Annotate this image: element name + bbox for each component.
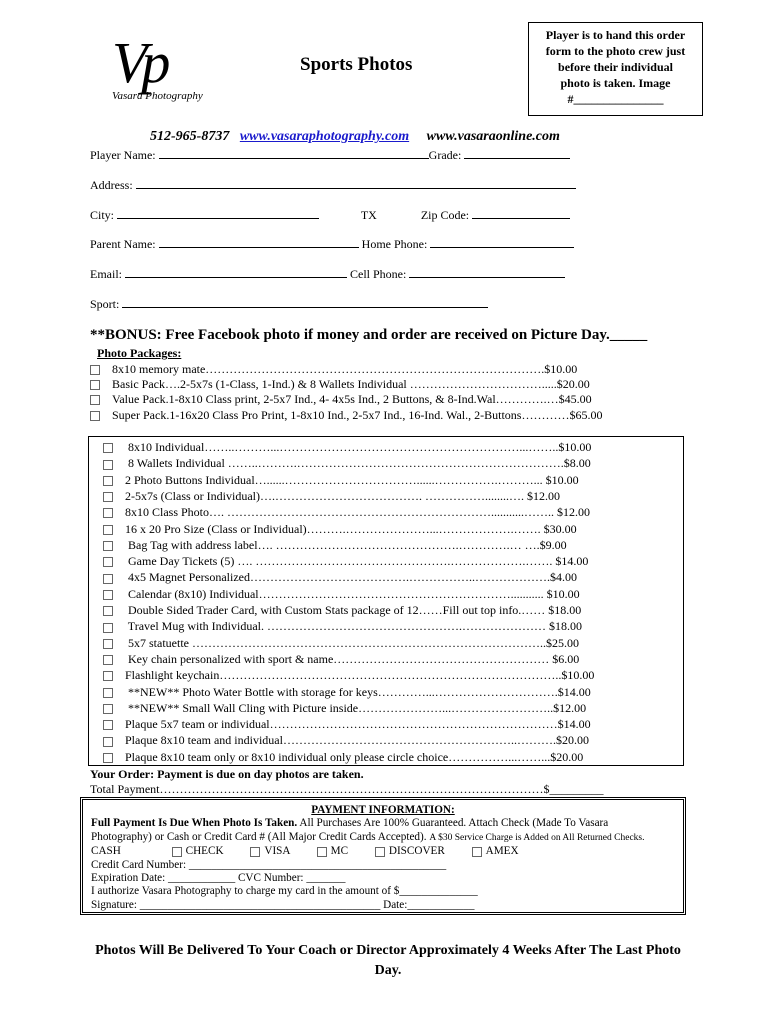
order-item-label: Key chain personalized with sport & name……………………………………………… $6.00 <box>125 651 580 666</box>
phone-number: 512-965-8737 <box>150 129 230 144</box>
payment-terms-2 <box>91 831 675 845</box>
cell-phone-label: Cell Phone: <box>350 267 407 281</box>
checkbox-icon[interactable] <box>103 753 113 763</box>
sport-field[interactable] <box>122 296 488 308</box>
email-field[interactable] <box>125 266 347 278</box>
city-field[interactable] <box>117 207 319 219</box>
notice-line: form to the photo crew just <box>545 44 686 58</box>
package-option[interactable] <box>90 362 577 377</box>
player-name-row <box>90 147 570 163</box>
order-item-row[interactable] <box>103 603 581 618</box>
checkbox-icon[interactable] <box>103 574 113 584</box>
checkbox-icon[interactable] <box>103 525 113 535</box>
package-label: Basic Pack….2-5x7s (1-Class, 1-Ind.) & 8 Wallets Individual …………………………….....$20.00 <box>112 377 590 391</box>
home-phone-field[interactable] <box>430 236 574 248</box>
payment-guarantee-text: All Purchases Are 100% Guaranteed. Attach Check (Made To Vasara <box>299 817 609 830</box>
checkbox-icon[interactable] <box>103 541 113 551</box>
image-number-field[interactable]: #_______________ <box>567 92 664 106</box>
notice-line: before their individual <box>558 60 673 74</box>
parent-name-field[interactable] <box>159 236 359 248</box>
checkbox-icon[interactable] <box>103 639 113 649</box>
order-item-label: Flashlight keychain…………………………………………………………………………..$10.00 <box>125 668 595 683</box>
check-checkbox[interactable] <box>172 847 182 857</box>
checkbox-icon[interactable] <box>103 492 113 502</box>
vasara-logo <box>112 30 222 114</box>
payment-methods <box>91 845 675 858</box>
page-title: Sports Photos <box>300 54 413 75</box>
authorize-field[interactable]: I authorize Vasara Photography to charge my card in the amount of $______________ <box>91 885 478 898</box>
order-item-row[interactable] <box>103 668 594 683</box>
order-item-label: Calendar (8x10) Individual………………………………………………………........... $10.00 <box>125 586 580 601</box>
address-row <box>90 177 576 193</box>
packages-heading: Photo Packages: <box>97 346 182 360</box>
order-item-row[interactable] <box>103 619 582 634</box>
order-item-row[interactable] <box>103 587 580 602</box>
city-label: City: <box>90 208 115 222</box>
address-field[interactable] <box>136 177 576 189</box>
grade-field[interactable] <box>464 147 570 159</box>
checkbox-icon[interactable] <box>90 411 100 421</box>
checkbox-icon[interactable] <box>90 365 100 375</box>
package-label: Super Pack.1-16x20 Class Pro Print, 1-8x10 Ind., 2-5x7 Ind., 16-Ind. Wal., 2-Buttons…………$65.00 <box>112 408 603 422</box>
order-item-row[interactable] <box>103 652 579 667</box>
order-item-label: 8x10 Individual……..………...……………………………………………………...……..$10.00 <box>125 440 592 454</box>
order-item-label: **NEW** Photo Water Bottle with storage for keys…………...………………………….$14.00 <box>125 684 591 699</box>
checkbox-icon[interactable] <box>103 606 113 616</box>
order-item-label: Travel Mug with Individual. ………………………………………….………………… $18.00 <box>125 619 583 634</box>
logo-mark: Vp <box>112 30 165 95</box>
order-item-label: 2-5x7s (Class or Individual)….………………………………. ……………........…. $12.00 <box>125 488 560 503</box>
sport-row <box>90 296 488 312</box>
package-option[interactable] <box>90 408 602 423</box>
amex-checkbox[interactable] <box>472 847 482 857</box>
order-item-row[interactable] <box>103 440 591 455</box>
zip-label: Zip Code: <box>420 208 470 222</box>
notice-box <box>528 22 703 116</box>
order-item-row[interactable] <box>103 750 583 765</box>
order-item-row[interactable] <box>103 489 560 504</box>
state-text: TX <box>360 208 377 222</box>
items-list <box>88 436 684 766</box>
service-charge-text: A $30 Service Charge is Added on All Returned Checks. <box>429 832 645 843</box>
checkbox-icon[interactable] <box>103 720 113 730</box>
payment-method-text: Photography) or Cash or Credit Card # (All Major Credit Cards Accepted). <box>91 830 427 843</box>
payment-heading: PAYMENT INFORMATION: <box>311 804 455 816</box>
checkbox-icon[interactable] <box>103 623 113 633</box>
checkbox-icon[interactable] <box>103 557 113 567</box>
order-item-row[interactable] <box>103 538 567 553</box>
order-item-label: 8 Wallets Individual ……..……….………………………………………………………….$8.00 <box>125 456 591 471</box>
delivery-footer: Photos Will Be Delivered To Your Coach or Director Approximately 4 Weeks After The Last Photo Day. <box>95 943 681 978</box>
email-label: Email: <box>90 267 122 281</box>
order-item-label: Bag Tag with address label…. ……………………………………….………….… ….$9.00 <box>125 537 567 552</box>
checkbox-icon[interactable] <box>103 508 113 518</box>
email-row <box>90 266 565 282</box>
checkbox-icon[interactable] <box>103 460 113 470</box>
method-discover: DISCOVER <box>388 845 445 858</box>
order-item-label: 2 Photo Buttons Individual…......……………………………......…………….………... $10.00 <box>125 472 579 487</box>
package-option[interactable] <box>90 392 592 407</box>
package-label: 8x10 memory mate………………………………………………………………………….$10.00 <box>112 362 578 376</box>
cell-phone-field[interactable] <box>409 266 565 278</box>
order-item-row[interactable] <box>103 456 591 471</box>
order-item-label: 16 x 20 Pro Size (Class or Individual)……….…………………...……………….……. $30.00 <box>125 521 577 536</box>
mc-checkbox[interactable] <box>317 847 327 857</box>
checkbox-icon[interactable] <box>103 671 113 681</box>
website-link[interactable]: www.vasaraphotography.com <box>239 129 410 144</box>
signature-field[interactable]: Signature: ___________________________________________ Date:____________ <box>91 898 475 911</box>
player-name-label: Player Name: <box>90 148 156 162</box>
card-number-field[interactable]: Credit Card Number: ______________________________________________ <box>91 858 447 871</box>
total-payment-row[interactable]: Total Payment……………………………………………………………………………………$_________ <box>90 782 604 796</box>
order-item-row[interactable] <box>103 636 579 651</box>
checkbox-icon[interactable] <box>103 476 113 486</box>
order-item-label: Game Day Tickets (5) …. ………………………………………….……………….……. $14.00 <box>125 554 589 569</box>
order-item-row[interactable] <box>103 685 591 700</box>
grade-label: Grade: <box>428 148 462 162</box>
payment-terms <box>91 817 675 830</box>
order-item-row[interactable] <box>103 570 577 585</box>
checkbox-icon[interactable] <box>103 704 113 714</box>
parent-row <box>90 236 574 252</box>
order-item-label: Plaque 5x7 team or individual………………………………………………………………$14.00 <box>125 717 591 732</box>
order-item-row[interactable] <box>103 701 586 716</box>
checkbox-icon[interactable] <box>103 655 113 665</box>
parent-name-label: Parent Name: <box>90 237 156 251</box>
notice-line: Player is to hand this order <box>545 28 686 42</box>
order-item-label: **NEW** Small Wall Cling with Picture inside…………………...……………………..$12.00 <box>125 700 587 715</box>
order-item-label: Plaque 8x10 team only or 8x10 individual only please circle choice……………...……...$20.00 <box>125 749 584 764</box>
order-item-label: 5x7 statuette ……………………………………………………………………………..$25.00 <box>125 635 579 650</box>
checkbox-icon[interactable] <box>103 590 113 600</box>
city-row <box>90 207 570 223</box>
order-item-label: Double Sided Trader Card, with Custom Stats package of 12……Fill out top info.…… $18.00 <box>125 603 582 617</box>
contact-line <box>150 129 560 145</box>
checkbox-icon[interactable] <box>90 380 100 390</box>
order-item-label: 4x5 Magnet Personalized………………………………….……………..……………….$4.00 <box>125 570 577 585</box>
order-item-row[interactable] <box>103 505 590 520</box>
checkbox-icon[interactable] <box>90 395 100 405</box>
order-item-label: Plaque 8x10 team and individual…………………………………………………..……….$20.00 <box>125 733 589 748</box>
order-item-row[interactable] <box>103 522 577 537</box>
package-label: Value Pack.1-8x10 Class print, 2-5x7 Ind., 4- 4x5s Ind., 2 Buttons, & 8-Ind.Wal………….…$45.00 <box>112 392 592 406</box>
order-item-label: 8x10 Class Photo…. …………………………………………………………...........…….. $12.00 <box>125 505 591 520</box>
your-order-label: Your Order: Payment is due on day photos are taken. <box>90 767 364 781</box>
expiration-field[interactable]: Expiration Date: ____________ CVC Number: _______ <box>91 872 346 885</box>
discover-checkbox[interactable] <box>375 847 385 857</box>
bonus-notice: **BONUS: Free Facebook photo if money and order are received on Picture Day._____ <box>90 327 648 343</box>
address-label: Address: <box>90 178 133 192</box>
order-item-row[interactable] <box>103 473 579 488</box>
checkbox-icon[interactable] <box>103 443 113 453</box>
order-item-row[interactable] <box>103 717 591 732</box>
website-text: www.vasaraonline.com <box>426 129 560 144</box>
order-item-row[interactable] <box>103 554 588 569</box>
notice-line: photo is taken. Image <box>560 76 671 90</box>
payment-due-text: Full Payment Is Due When Photo Is Taken. <box>91 817 298 830</box>
player-name-field[interactable] <box>159 147 429 159</box>
sport-label: Sport: <box>90 297 120 311</box>
checkbox-icon[interactable] <box>103 737 113 747</box>
logo-name: Vasara Photography <box>112 90 203 102</box>
checkbox-icon[interactable] <box>103 688 113 698</box>
order-item-row[interactable] <box>103 733 589 748</box>
method-cash: CASH <box>91 845 121 858</box>
payment-information-box <box>80 797 686 915</box>
method-mc: MC <box>330 845 349 858</box>
zip-field[interactable] <box>472 207 570 219</box>
method-check: CHECK <box>185 845 224 858</box>
home-phone-label: Home Phone: <box>361 237 428 251</box>
method-visa: VISA <box>264 845 290 858</box>
method-amex: AMEX <box>485 845 519 858</box>
visa-checkbox[interactable] <box>250 847 260 857</box>
package-option[interactable] <box>90 377 590 392</box>
